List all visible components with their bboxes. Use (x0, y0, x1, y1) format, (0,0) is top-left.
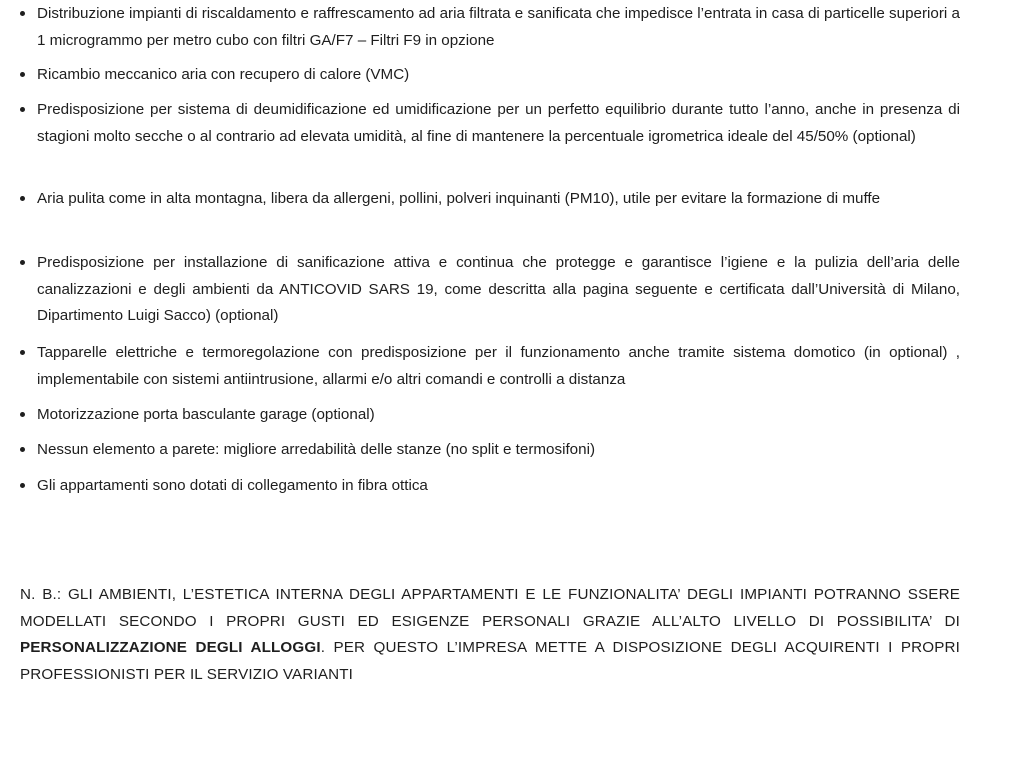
list-item-text: Ricambio meccanico aria con recupero di calore (VMC) (37, 66, 410, 83)
bullet-icon (20, 11, 25, 16)
bullet-icon (20, 483, 25, 488)
note-text-start: N. B.: GLI AMBIENTI, L’ESTETICA INTERNA DEGLI APPARTAMENTI E LE FUNZIONALITA’ DEGLI IMPIANTI POTRANNO SSERE MODELLATI SECONDO I PROPRI GUSTI ED ESIGENZE PERSONALI GRAZIE ALL’ALTO LIVELLO DI POSSIBILITA’ DI (20, 586, 960, 630)
note-highlight: PERSONALIZZAZIONE DEGLI ALLOGGI (20, 639, 321, 656)
list-item-text: Predisposizione per sistema di deumidificazione ed umidificazione per un perfetto equilibrio durante tutto l’anno, anche in presenza di stagioni molto secche o al contrario ad elevata umidità, al fine di mantenere la percentuale igrometrica ideale del 45/50% (optional) (37, 101, 960, 145)
list-item-text: Distribuzione impianti di riscaldamento e raffrescamento ad aria filtrata e sanificata che impedisce l’entrata in casa di particelle superiori a 1 microgrammo per metro cubo con filtri GA/F7 – Filtri F9 in opzione (37, 5, 960, 49)
bullet-icon (20, 260, 25, 265)
note-paragraph (20, 582, 960, 688)
list-item-text: Nessun elemento a parete: migliore arredabilità delle stanze (no split e termosifoni) (37, 441, 595, 458)
note-text-end: . PER QUESTO L’IMPRESA METTE A DISPOSIZIONE DEGLI ACQUIRENTI I PROPRI PROFESSIONISTI PER IL SERVIZIO VARIANTI (20, 639, 960, 683)
list-item-text: Aria pulita come in alta montagna, libera da allergeni, pollini, polveri inquinanti (PM10), utile per evitare la formazione di muffe (37, 190, 881, 207)
bullet-icon (20, 447, 25, 452)
bullet-icon (20, 196, 25, 201)
bullet-icon (20, 412, 25, 417)
list-item-text: Tapparelle elettriche e termoregolazione con predisposizione per il funzionamento anche tramite sistema domotico (in optional) , implementabile con sistemi antiintrusione, allarmi e/o altri comandi e controlli a distanza (37, 344, 960, 388)
list-item-text: Predisposizione per installazione di sanificazione attiva e continua che protegge e garantisce l’igiene e la pulizia dell’aria delle canalizzazioni e degli ambienti da ANTICOVID SARS 19, come descritta alla pagina seguente e certificata dall’Università di Milano, Dipartimento Luigi Sacco) (optional) (37, 254, 960, 324)
list-item-text: Motorizzazione porta basculante garage (optional) (37, 406, 375, 423)
bullet-icon (20, 350, 25, 355)
list-item-text: Gli appartamenti sono dotati di collegamento in fibra ottica (37, 477, 428, 494)
bullet-icon (20, 107, 25, 112)
bullet-icon (20, 72, 25, 77)
